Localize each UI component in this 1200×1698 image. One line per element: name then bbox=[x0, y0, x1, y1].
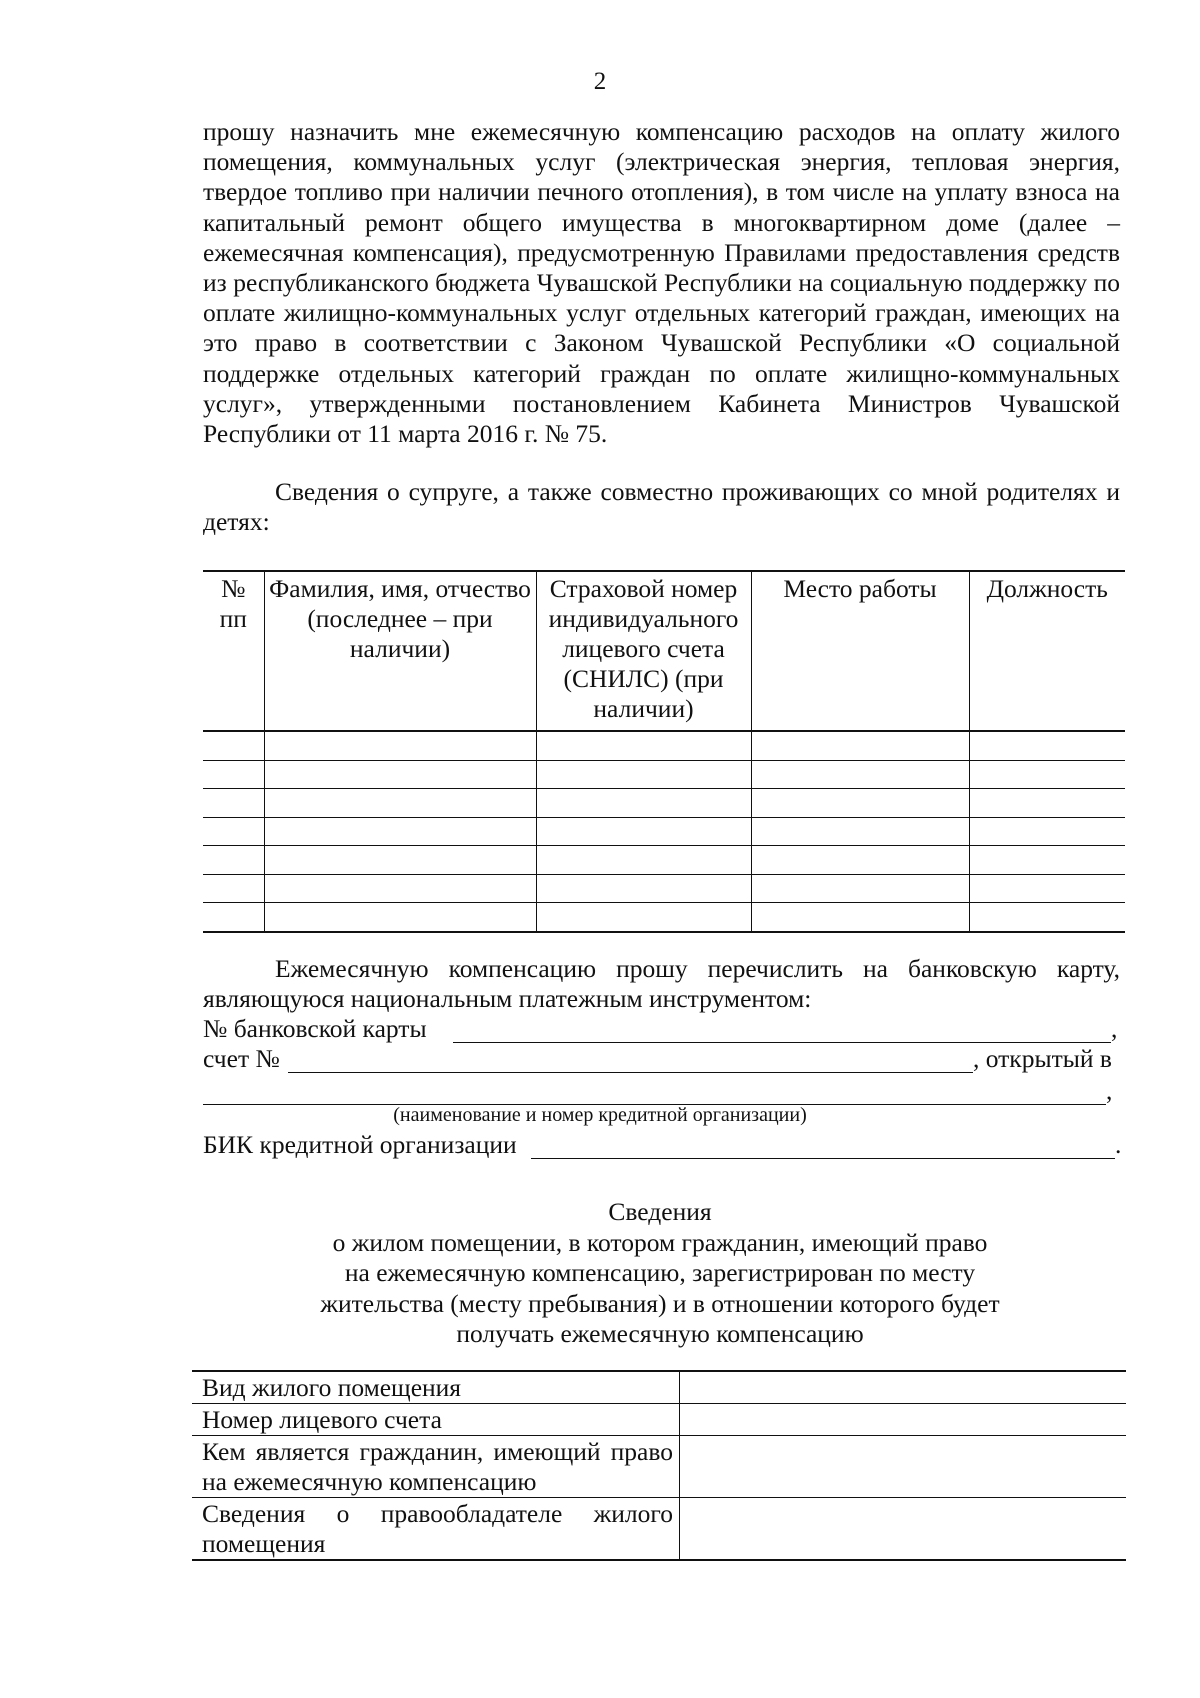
table-cell[interactable] bbox=[751, 760, 969, 789]
table-row bbox=[203, 789, 1125, 818]
table-cell[interactable] bbox=[969, 731, 1125, 760]
table-cell[interactable] bbox=[203, 874, 264, 903]
account-number-label: Номер лицевого счета bbox=[192, 1404, 680, 1436]
table-cell[interactable] bbox=[969, 846, 1125, 875]
table-row bbox=[203, 760, 1125, 789]
owner-info-label: Сведения о правообладателе жилого помещения bbox=[192, 1498, 680, 1561]
table-row bbox=[203, 903, 1125, 932]
table-cell[interactable] bbox=[536, 789, 751, 818]
credit-org-field[interactable] bbox=[203, 1078, 1106, 1105]
table-cell[interactable] bbox=[536, 731, 751, 760]
bik-field[interactable] bbox=[531, 1132, 1115, 1159]
table-cell[interactable] bbox=[264, 874, 536, 903]
housing-info-table bbox=[192, 1370, 1126, 1561]
table-cell[interactable] bbox=[751, 817, 969, 846]
citizen-relation-label: Кем является гражданин, имеющий право на ежемесячную компенсацию bbox=[192, 1436, 680, 1498]
table-cell[interactable] bbox=[264, 760, 536, 789]
page-number: 2 bbox=[593, 68, 607, 95]
table-cell[interactable] bbox=[203, 817, 264, 846]
housing-subtitle-line: о жилом помещении, в котором гражданин, имеющий право bbox=[332, 1227, 988, 1257]
table-cell[interactable] bbox=[264, 817, 536, 846]
account-opened-in: , открытый в bbox=[973, 1044, 1112, 1073]
table-row bbox=[192, 1404, 1126, 1436]
bank-transfer-intro: Ежемесячную компенсацию прошу перечислить на банковскую карту, являющуюся национальным платежным инструментом: bbox=[203, 954, 1120, 1014]
bik-end: . bbox=[1115, 1130, 1122, 1159]
table-cell[interactable] bbox=[264, 731, 536, 760]
housing-subtitle-line: жительства (месту пребывания) и в отношении которого будет bbox=[320, 1288, 1000, 1318]
table-row bbox=[203, 817, 1125, 846]
table-cell[interactable] bbox=[751, 846, 969, 875]
table-cell[interactable] bbox=[536, 760, 751, 789]
housing-title: Сведения bbox=[608, 1197, 712, 1226]
housing-section-title bbox=[0, 1197, 1200, 1350]
table-cell[interactable] bbox=[536, 874, 751, 903]
table-row bbox=[203, 731, 1125, 760]
table-row bbox=[203, 846, 1125, 875]
table-cell[interactable] bbox=[969, 789, 1125, 818]
table-cell[interactable] bbox=[969, 817, 1125, 846]
table-cell[interactable] bbox=[264, 789, 536, 818]
table-cell[interactable] bbox=[536, 903, 751, 932]
table-cell[interactable] bbox=[751, 874, 969, 903]
housing-type-value[interactable] bbox=[680, 1371, 1127, 1404]
table-cell[interactable] bbox=[264, 846, 536, 875]
table-row bbox=[192, 1371, 1126, 1404]
account-line bbox=[203, 1044, 1120, 1078]
card-number-label: № банковской карты bbox=[203, 1014, 427, 1043]
account-label: счет № bbox=[203, 1044, 280, 1073]
col-workplace-header: Место работы bbox=[751, 571, 969, 731]
table-cell[interactable] bbox=[751, 903, 969, 932]
citizen-relation-value[interactable] bbox=[680, 1436, 1127, 1498]
table-cell[interactable] bbox=[751, 731, 969, 760]
table-cell[interactable] bbox=[751, 789, 969, 818]
card-number-line bbox=[203, 1014, 1120, 1048]
table-cell[interactable] bbox=[203, 903, 264, 932]
table-cell[interactable] bbox=[203, 846, 264, 875]
table-cell[interactable] bbox=[536, 846, 751, 875]
table-cell[interactable] bbox=[536, 817, 751, 846]
family-info-intro: Сведения о супруге, а также совместно проживающих со мной родителях и детях: bbox=[203, 477, 1120, 537]
housing-type-label: Вид жилого помещения bbox=[192, 1371, 680, 1404]
family-table-header bbox=[203, 571, 1125, 731]
account-number-value[interactable] bbox=[680, 1404, 1127, 1436]
table-cell[interactable] bbox=[264, 903, 536, 932]
table-row bbox=[203, 874, 1125, 903]
col-fullname-header: Фамилия, имя, отчество (последнее – при наличии) bbox=[264, 571, 536, 731]
housing-subtitle-line: получать ежемесячную компенсацию bbox=[456, 1319, 864, 1348]
family-members-table bbox=[203, 570, 1125, 933]
col-position-header: Должность bbox=[969, 571, 1125, 731]
credit-org-end: , bbox=[1106, 1076, 1113, 1105]
table-cell[interactable] bbox=[969, 760, 1125, 789]
housing-subtitle-line: на ежемесячную компенсацию, зарегистрирован по месту bbox=[344, 1258, 976, 1287]
owner-info-value[interactable] bbox=[680, 1498, 1127, 1561]
card-number-field[interactable] bbox=[453, 1016, 1111, 1043]
table-cell[interactable] bbox=[969, 874, 1125, 903]
table-row bbox=[192, 1498, 1126, 1561]
table-cell[interactable] bbox=[203, 760, 264, 789]
table-cell[interactable] bbox=[969, 903, 1125, 932]
table-cell[interactable] bbox=[203, 789, 264, 818]
card-number-end: , bbox=[1111, 1014, 1118, 1043]
table-row bbox=[192, 1436, 1126, 1498]
col-snils-header: Страховой номер индивидуального лицевого счета (СНИЛС) (при наличии) bbox=[536, 571, 751, 731]
application-paragraph: прошу назначить мне ежемесячную компенсацию расходов на оплату жилого помещения, коммунальных услуг (электрическая энергия, тепловая энергия, твердое топливо при наличии печного отопления), в том числе на уплату взноса на капитальный ремонт общего имущества в многоквартирном доме (далее – ежемесячная компенсация), предусмотренную Правилами предоставления средств из республиканского бюджета Чувашской Республики на социальную поддержку по оплате жилищно-коммунальных услуг отдельных категорий граждан, имеющих на это право в соответствии с Законом Чувашской Республики «О социальной поддержке отдельных категорий граждан по оплате жилищно-коммунальных услуг», утвержденными постановлением Кабинета Министров Чувашской Республики от 11 марта 2016 г. № 75. bbox=[203, 117, 1120, 449]
bik-line bbox=[203, 1130, 1120, 1164]
table-cell[interactable] bbox=[203, 731, 264, 760]
col-number-header: № пп bbox=[203, 571, 264, 731]
bik-label: БИК кредитной организации bbox=[203, 1130, 517, 1159]
credit-org-caption: (наименование и номер кредитной организации) bbox=[393, 1104, 807, 1126]
account-number-field[interactable] bbox=[288, 1046, 973, 1073]
